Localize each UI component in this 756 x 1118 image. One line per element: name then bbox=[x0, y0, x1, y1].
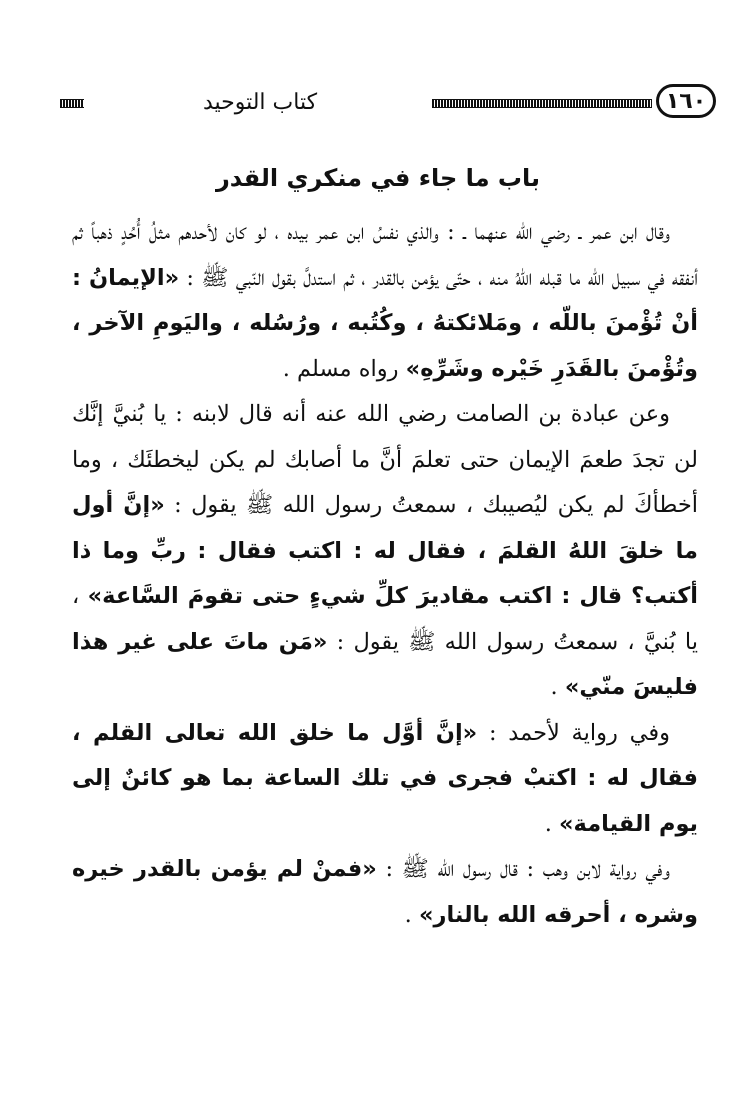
page-header bbox=[52, 84, 707, 124]
text-body bbox=[72, 210, 698, 938]
hadith-quote: «مَن ماتَ على غير هذا فليسَ منّي» bbox=[72, 628, 698, 700]
text-segment: . bbox=[404, 901, 419, 928]
text-segment: وقال ابن عمر ـ رضي الله عنهما ـ : والذي نفسُ ابن عمر بيده ، لو كان لأحدهم مثلُ أُحُدٍ ذهباً ثم أنفقه في سبيل الله ما قبله اللهُ منه ، حتّى يؤمن بالقدر ، ثم استدلَّ بقول النّبي ﷺ : bbox=[72, 219, 698, 291]
hadith-quote: «إنَّ أوَّل ما خلق الله تعالى القلم ، فقال له : اكتبْ فجرى في تلك الساعة بما هو كائنٌ إلى يوم القيامة» bbox=[72, 719, 698, 837]
header-rule-left bbox=[60, 99, 84, 108]
chapter-title: باب ما جاء في منكري القدر bbox=[215, 164, 541, 192]
page-number: ١٦٠ bbox=[656, 84, 716, 118]
hadith-quote: «الإيمانُ : أنْ تُؤْمنَ باللّه ، ومَلائكتهُ ، وكُتُبه ، ورُسُله ، واليَومِ الآخر ، وتُؤْمنَ بالقَدَرِ خَيْره وشَرِّهِ» bbox=[72, 264, 698, 382]
paragraph bbox=[72, 847, 698, 938]
hadith-quote: «فمنْ لم يؤمن بالقدر خيره وشره ، أحرقه الله بالنار» bbox=[72, 856, 698, 928]
running-title: كتاب التوحيد bbox=[202, 90, 318, 115]
text-segment: ، يا بُنيَّ ، سمعتُ رسول الله ﷺ يقول : bbox=[72, 583, 699, 655]
hadith-quote: «إنَّ أول ما خلقَ اللهُ القلمَ ، فقال له : اكتب فقال : ربِّ وما ذا أكتب؟ قال : اكتب مقاديرَ كلِّ شيءٍ حتى تقومَ السَّاعة» bbox=[72, 492, 699, 609]
text-segment: وفي رواية لأحمد : bbox=[477, 719, 670, 746]
text-segment: وفي رواية لابن وهب : قال رسول الله ﷺ : bbox=[376, 856, 670, 882]
paragraph bbox=[72, 392, 698, 711]
paragraph bbox=[72, 210, 698, 392]
text-segment: . bbox=[550, 674, 565, 700]
paragraph bbox=[72, 711, 698, 848]
text-segment: . bbox=[544, 810, 560, 837]
header-rule-right bbox=[432, 99, 652, 108]
text-segment: رواه مسلم . bbox=[282, 355, 406, 382]
text-segment: وعن عبادة بن الصامت رضي الله عنه أنه قال لابنه : يا بُنيَّ إنَّك لن تجدَ طعمَ الإيمان حتى تعلمَ أنَّ ما أصابك لم يكن ليخطئَك ، وما أخطأكَ لم يكن ليُصيبك ، سمعتُ رسول الله ﷺ يقول : bbox=[72, 401, 698, 518]
